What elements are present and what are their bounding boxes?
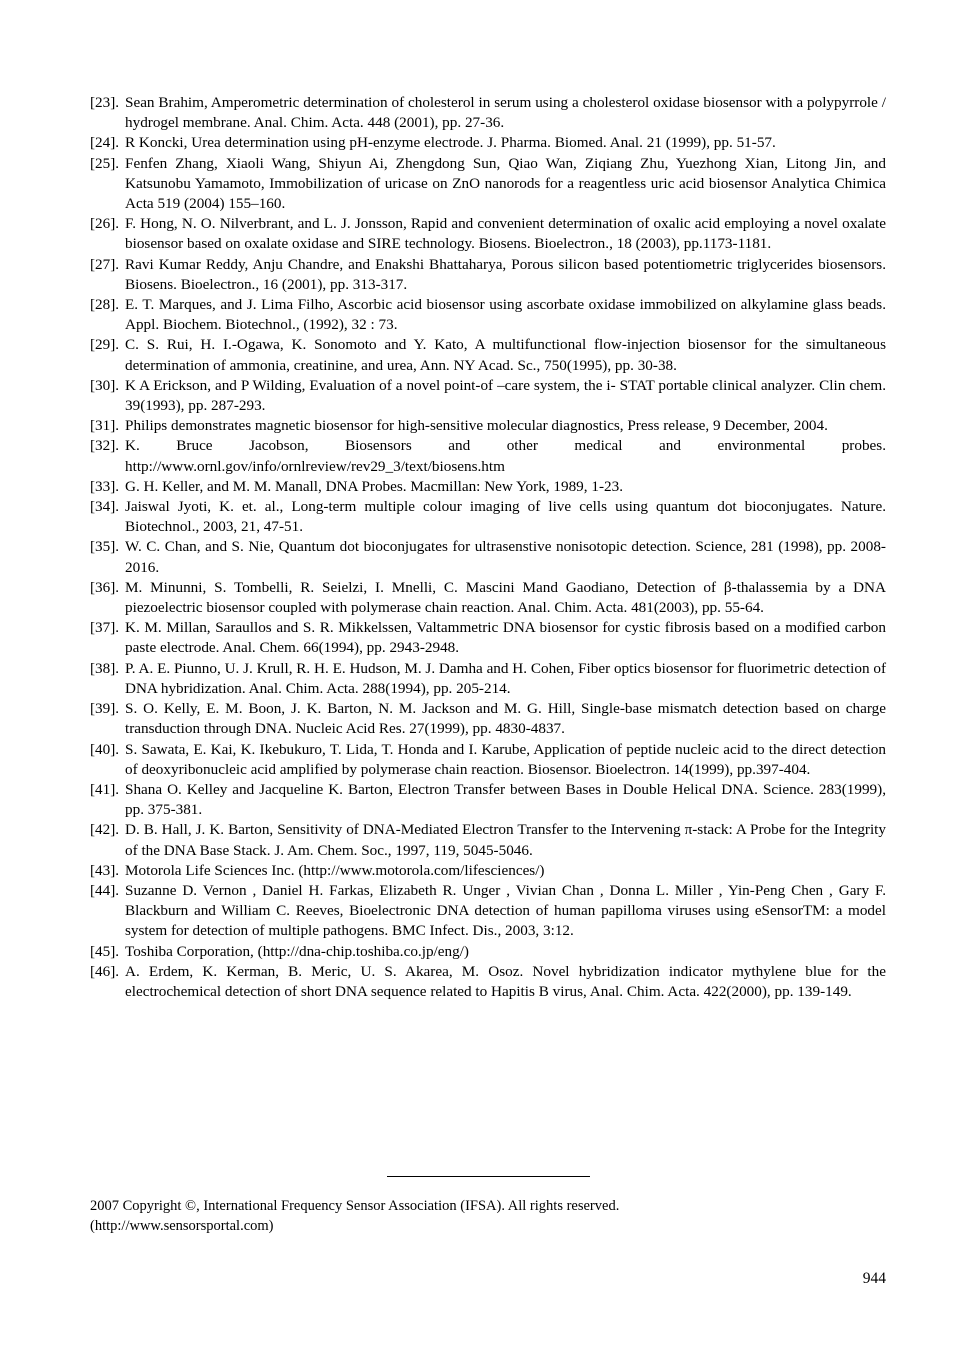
reference-text: Jaiswal Jyoti, K. et. al., Long-term multiple colour imaging of live cells using quantum dot bioconjugates. Nature. Biotechnol., 2003, 21, 47-51. (125, 498, 886, 536)
reference-text: Philips demonstrates magnetic biosensor for high-sensitive molecular diagnostics, Press release, 9 December, 2004. (125, 417, 828, 435)
footnote-divider (387, 1176, 590, 1177)
reference-number: [42]. (90, 821, 120, 839)
reference-number: [33]. (90, 477, 120, 495)
reference-text: F. Hong, N. O. Nilverbrant, and L. J. Jonsson, Rapid and convenient determination of oxalic acid employing a novel oxalate biosensor based on oxalate oxidase and SIRE technology. Biosens. Bioelectron., 18 (2003), pp.1173-1181. (125, 215, 886, 253)
reference-number: [45]. (90, 942, 120, 960)
reference-text: W. C. Chan, and S. Nie, Quantum dot bioconjugates for ultrasenstive nonisotopic detection. Science, 281 (1998), pp. 2008-2016. (125, 538, 886, 576)
reference-text: C. S. Rui, H. I.-Ogawa, K. Sonomoto and Y. Kato, A multifunctional flow-injection biosensor for the simultaneous determination of ammonia, creatinine, and urea, Ann. NY Acad. Sc., 750(1995), pp. 30-38. (125, 336, 886, 374)
reference-item (90, 436, 886, 476)
reference-number: [44]. (90, 881, 120, 899)
reference-number: [32]. (90, 437, 120, 455)
reference-text: P. A. E. Piunno, U. J. Krull, R. H. E. Hudson, M. J. Damha and H. Cohen, Fiber optics biosensor for fluorimetric detection of DNA hybridization. Anal. Chim. Acta. 288(1994), pp. 205-214. (125, 659, 886, 697)
reference-text: K. M. Millan, Saraullos and S. R. Mikkelssen, Valtammetric DNA biosensor for cystic fibrosis based on a modified carbon paste electrode. Anal. Chem. 66(1994), pp. 2943-2948. (125, 619, 886, 657)
reference-item (90, 699, 886, 739)
reference-item (90, 659, 886, 699)
reference-item (90, 335, 886, 375)
copyright-notice: 2007 Copyright ©, International Frequency Sensor Association (IFSA). All rights reserved. (90, 1198, 620, 1214)
reference-item (90, 881, 886, 942)
reference-item (90, 780, 886, 820)
reference-text: Shana O. Kelley and Jacqueline K. Barton, Electron Transfer between Bases in Double Helical DNA. Science. 283(1999), pp. 375-381. (125, 780, 886, 819)
reference-number: [41]. (90, 780, 120, 798)
reference-text: Ravi Kumar Reddy, Anju Chandre, and Enakshi Bhattaharya, Porous silicon based potentiometric triglycerides biosensors. Biosens. Bioelectron., 16 (2001), pp. 313-317. (125, 255, 886, 293)
reference-text: Fenfen Zhang, Xiaoli Wang, Shiyun Ai, Zhengdong Sun, Qiao Wan, Ziqiang Zhu, Yuezhong Xian, Litong Jin, and Katsunobu Yamamoto, Immobilization of uricase on ZnO nanorods for a reagentless uric acid biosensor Analytica Chimica Acta 519 (2004) 155–160. (125, 154, 886, 213)
reference-number: [25]. (90, 154, 120, 172)
reference-text: Motorola Life Sciences Inc. (http://www.motorola.com/lifesciences/) (125, 861, 545, 879)
reference-number: [35]. (90, 538, 120, 556)
reference-item (90, 255, 886, 295)
reference-text: D. B. Hall, J. K. Barton, Sensitivity of DNA-Mediated Electron Transfer to the Intervening π-stack: A Probe for the Integrity of the DNA Base Stack. J. Am. Chem. Soc., 1997, 119, 5045-5046. (125, 821, 886, 859)
page-number: 944 (862, 1270, 886, 1287)
reference-number: [29]. (90, 336, 120, 354)
reference-number: [40]. (90, 740, 120, 758)
reference-text: E. T. Marques, and J. Lima Filho, Ascorbic acid biosensor using ascorbate oxidase immobilized on alkylamine glass beads. Appl. Biochem. Biotechnol., (1992), 32 : 73. (125, 296, 886, 334)
footer-url: (http://www.sensorsportal.com) (90, 1218, 274, 1234)
reference-number: [31]. (90, 417, 120, 435)
reference-number: [38]. (90, 659, 120, 677)
reference-number: [27]. (90, 255, 120, 273)
reference-text: K A Erickson, and P Wilding, Evaluation of a novel point-of –care system, the i- STAT portable clinical analyzer. Clin chem. 39(1993), pp. 287-293. (125, 376, 886, 415)
reference-text: S. O. Kelly, E. M. Boon, J. K. Barton, N. M. Jackson and M. G. Hill, Single-base mismatch detection based on charge transduction through DNA. Nucleic Acid Res. 27(1999), pp. 4830-4837. (125, 700, 886, 738)
reference-item (90, 740, 886, 780)
reference-item (90, 93, 886, 133)
reference-text: M. Minunni, S. Tombelli, R. Seielzi, I. Mnelli, C. Mascini Mand Gaodiano, Detection of β-thalassemia by a DNA piezoelectric biosensor coupled with polymerase chain reaction. Anal. Chim. Acta. 481(2003), pp. 55-64. (125, 578, 886, 617)
reference-number: [37]. (90, 619, 120, 637)
reference-text: K. Bruce Jacobson, Biosensors and other medical and environmental probes. http://www.ornl.gov/info/ornlreview/rev29_3/text/biosens.htm (125, 437, 886, 475)
reference-text: G. H. Keller, and M. M. Manall, DNA Probes. Macmillan: New York, 1989, 1-23. (125, 477, 623, 495)
reference-text: Sean Brahim, Amperometric determination of cholesterol in serum using a cholesterol oxidase biosensor with a polypyrrole / hydrogel membrane. Anal. Chim. Acta. 448 (2001), pp. 27-36. (125, 94, 886, 132)
reference-item (90, 578, 886, 618)
reference-number: [28]. (90, 296, 120, 314)
reference-item (90, 477, 886, 497)
reference-number: [30]. (90, 376, 120, 394)
reference-item (90, 416, 886, 436)
reference-item (90, 376, 886, 416)
reference-number: [36]. (90, 578, 120, 596)
reference-number: [23]. (90, 94, 120, 111)
reference-number: [39]. (90, 700, 120, 718)
reference-item (90, 962, 886, 1002)
reference-item (90, 497, 886, 537)
reference-item (90, 942, 886, 962)
reference-number: [24]. (90, 134, 120, 152)
reference-item (90, 295, 886, 335)
reference-item (90, 618, 886, 658)
reference-item (90, 537, 886, 577)
reference-number: [34]. (90, 498, 120, 516)
reference-item (90, 214, 886, 254)
reference-item (90, 154, 886, 215)
reference-number: [26]. (90, 215, 120, 233)
reference-item (90, 133, 886, 153)
reference-item (90, 820, 886, 860)
page-footer (90, 1196, 886, 1236)
reference-text: Toshiba Corporation, (http://dna-chip.toshiba.co.jp/eng/) (125, 942, 469, 960)
reference-text: R Koncki, Urea determination using pH-enzyme electrode. J. Pharma. Biomed. Anal. 21 (1999), pp. 51-57. (125, 134, 776, 152)
reference-number: [43]. (90, 861, 120, 879)
reference-item (90, 861, 886, 881)
reference-text: Suzanne D. Vernon , Daniel H. Farkas, Elizabeth R. Unger , Vivian Chan , Donna L. Miller , Yin-Peng Chen , Gary F. Blackburn and William C. Reeves, Bioelectronic DNA detection of human papilloma viruses using eSensorTM: a model system for detection of multiple pathogens. BMC Infect. Dis., 2003, 3:12. (125, 881, 886, 940)
reference-text: S. Sawata, E. Kai, K. Ikebukuro, T. Lida, T. Honda and I. Karube, Application of peptide nucleic acid to the direct detection of deoxyribonucleic acid amplified by polymerase chain reaction. Biosensor. Bioelectron. 14(1999), pp.397-404. (125, 740, 886, 778)
reference-number: [46]. (90, 962, 120, 980)
reference-list (90, 93, 886, 1002)
reference-text: A. Erdem, K. Kerman, B. Meric, U. S. Akarea, M. Osoz. Novel hybridization indicator mythylene blue for the electrochemical detection of short DNA sequence related to Hapitis B virus, Anal. Chim. Acta. 422(2000), pp. 139-149. (125, 962, 886, 1000)
